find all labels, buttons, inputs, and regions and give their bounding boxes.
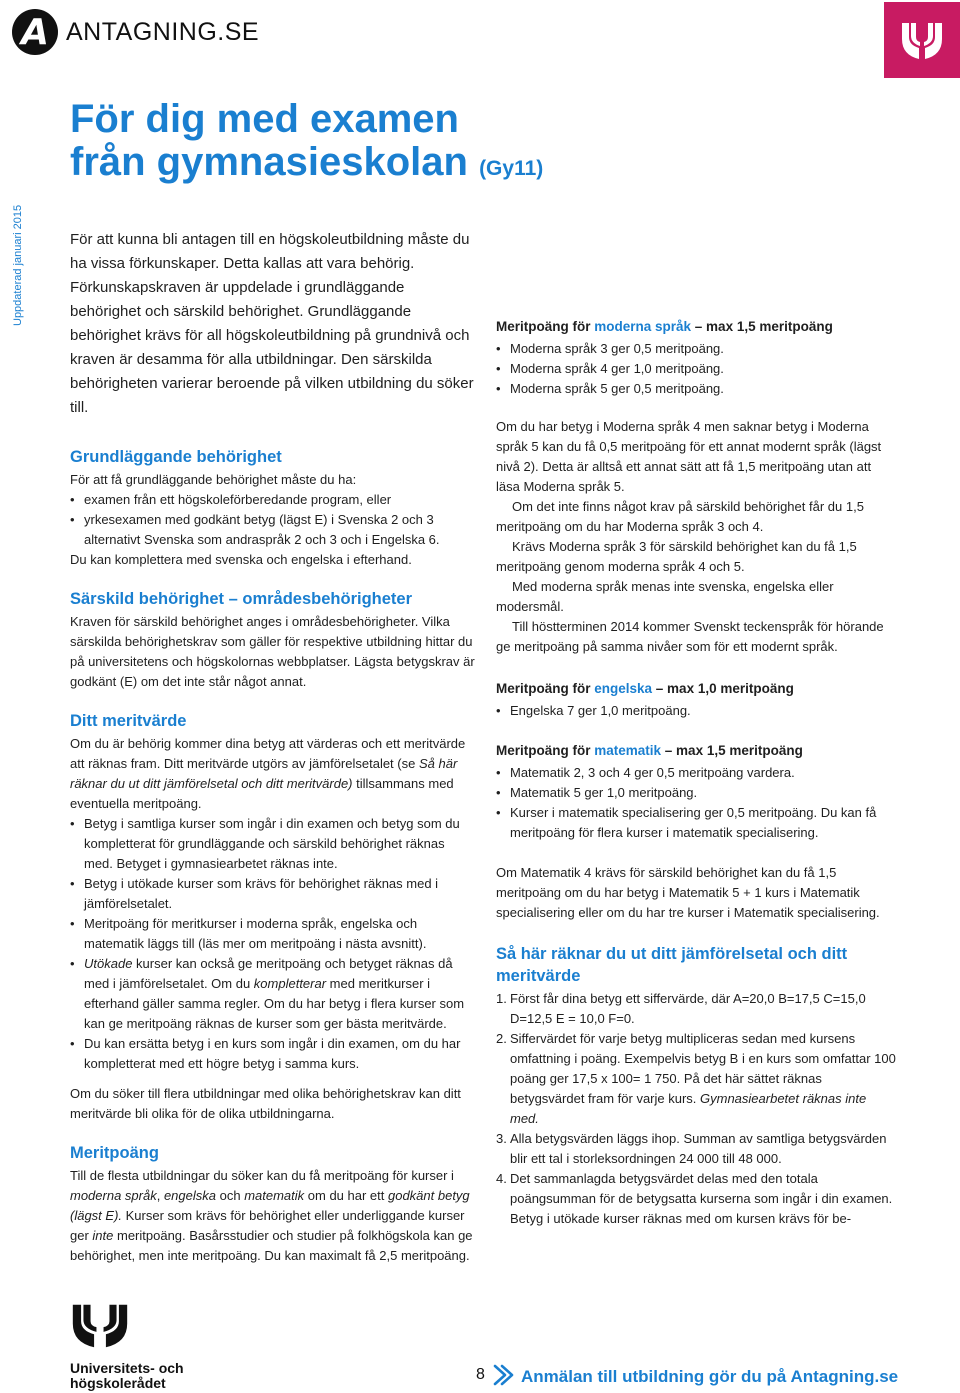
updated-label: Uppdaterad januari 2015: [12, 204, 24, 326]
list-item: • Utökade kurser kan också ge meritpoäng och betyget räknas då med i jämförelsetalet. Om du kompletterar med meritkurser i efterhand gäller samma regler. Om du har betyg i flera kurser som kan ge meritpoäng räknas de kurser som ger bästa meritvärde.: [70, 954, 475, 1034]
logo-text: ANTAGNING.SE: [66, 17, 260, 46]
list-item: • Moderna språk 5 ger 0,5 meritpoäng.: [496, 379, 898, 399]
rakna-heading: Så här räknar du ut ditt jämförelsetal och ditt meritvärde: [496, 945, 848, 985]
list-item: 4. Det sammanlagda betygsvärdet delas med den totala poängsumman för de betygsatta kurserna som ingår i din examen. Betyg i utökade kurser räknas med om kursen krävs för be-: [496, 1171, 893, 1226]
right-column: [496, 229, 898, 1229]
moderna-p3: Krävs Moderna språk 3 för särskild behörighet kan du få 1,5 meritpoäng genom moderna språk 4 och 5.: [496, 539, 857, 574]
list-item: 1. Först får dina betyg ett siffervärde, där A=20,0 B=17,5 C=15,0 D=12,5 E = 10,0 F=0.: [496, 991, 866, 1026]
list-item: • Kurser i matematik specialisering ger 0,5 meritpoäng. Du kan få meritpoäng för flera kurser i matematik specialisering.: [496, 803, 898, 843]
engelska-list: [496, 701, 898, 721]
list-item: 3. Alla betygsvärden läggs ihop. Summan av samtliga betygsvärden blir ett tal i storleksordningen 24 000 till 48 000.: [496, 1131, 887, 1166]
grund-heading: Grundläggande behörighet: [70, 448, 282, 466]
engelska-heading: Meritpoäng för engelska – max 1,0 meritpoäng: [496, 681, 794, 696]
uhr-name: Universitets- och högskolerådet: [70, 1360, 184, 1391]
antagning-logo[interactable]: [12, 8, 259, 56]
list-item: • Moderna språk 3 ger 0,5 meritpoäng.: [496, 339, 898, 359]
page-number: 8: [476, 1366, 485, 1383]
moderna-p2: Om det inte finns något krav på särskild behörighet får du 1,5 meritpoäng om du har Moderna språk 3 och 4.: [496, 499, 864, 534]
title-suffix: (Gy11): [479, 157, 544, 180]
list-item: • yrkesexamen med godkänt betyg (lägst E) i Svenska 2 och 3 alternativt Svenska som andraspråk 2 och 3 och i Engelska 6.: [70, 510, 475, 550]
list-item: • Moderna språk 4 ger 1,0 meritpoäng.: [496, 359, 898, 379]
sarskild-heading: Särskild behörighet – områdesbehörigheter: [70, 590, 413, 608]
grund-list: [70, 490, 475, 550]
antagning-link[interactable]: Anmälan till utbildning gör du på Antagning.se: [521, 1367, 899, 1386]
list-item: • examen från ett högskoleförberedande program, eller: [70, 490, 475, 510]
matematik-list: [496, 763, 898, 843]
rakna-steps: [496, 989, 898, 1229]
moderna-p1: Om du har betyg i Moderna språk 4 men saknar betyg i Moderna språk 5 kan du få 0,5 meritpoäng för ett annat modernt språk (lägst nivå 2). Detta är alltså ett annat sätt att få 1,5 meritpoäng utan att läsa Moderna språk 5.: [496, 419, 882, 494]
list-item: • Du kan ersätta betyg i en kurs som ingår i din examen, om du har kompletterat med ett högre betyg i samma kurs.: [70, 1034, 475, 1074]
list-item: • Meritpoäng för meritkurser i moderna språk, engelska och matematik läggs till (läs mer om meritpoäng i nästa avsnitt).: [70, 914, 475, 954]
list-item: • Engelska 7 ger 1,0 meritpoäng.: [496, 701, 898, 721]
arrow-right-icon: [491, 1363, 515, 1387]
merit-paragraph-2: Om du söker till flera utbildningar med olika behörighetskrav kan ditt meritvärde bli olika för de olika utbildningarna.: [70, 1086, 461, 1121]
meritpoang-paragraph: Till de flesta utbildningar du söker kan du få meritpoäng för kurser i moderna språk, engelska och matematik om du har ett godkänt betyg (lägst E). Kurser som krävs för behörighet eller underliggande kurser ger inte meritpoäng. Basårsstudier och studier på folkhögskola kan ge behörighet, men inte meritpoäng. Du kan maximalt få 2,5 meritpoäng.: [70, 1168, 473, 1263]
logo-mark: A: [12, 9, 58, 55]
left-column: [70, 228, 475, 1266]
meritpoang-heading: Meritpoäng: [70, 1144, 159, 1162]
matematik-heading: Meritpoäng för matematik – max 1,5 meritpoäng: [496, 743, 803, 758]
list-item: • Matematik 5 ger 1,0 meritpoäng.: [496, 783, 898, 803]
list-item: • Matematik 2, 3 och 4 ger 0,5 meritpoäng vardera.: [496, 763, 898, 783]
page-title: [70, 98, 543, 190]
moderna-p5: Till höstterminen 2014 kommer Svenskt teckenspråk för hörande ge meritpoäng på samma nivåer som för ett modernt språk.: [496, 619, 884, 654]
uhr-logo: [70, 1300, 220, 1391]
title-line-1: För dig med examen: [70, 97, 459, 141]
uhr-emblem-icon: [70, 1300, 130, 1352]
list-item: 2. Siffervärdet för varje betyg multipliceras sedan med kursens omfattning i poäng. Exempelvis betyg B i en kurs som omfattar 100 poäng ger 17,5 x 100= 1 750. På det här sättet räknas betygsvärdet fram för varje kurs. Gymnasiearbetet räknas inte med.: [496, 1031, 896, 1126]
merit-paragraph: Om du är behörig kommer dina betyg att värderas och ett meritvärde att räknas fram. Ditt meritvärde utgörs av jämförelsetalet (se Så här räknar du ut ditt jämförelsetal och ditt meritvärde) tillsammans med eventuella meritpoäng.: [70, 736, 466, 811]
merit-list: [70, 814, 475, 1074]
intro-paragraph: För att kunna bli antagen till en högskoleutbildning måste du ha vissa förkunskaper. Detta kallas att vara behörig. Förkunskapskraven är uppdelade i grundläggande behörighet och särskild behörighet. Grundläggande behörighet krävs för all högskoleutbildning på grundnivå och kraven är desamma för alla utbildningar. Den särskilda behörigheten varierar beroende på vilken utbildning du söker till.: [70, 231, 474, 416]
title-line-2: från gymnasieskolan: [70, 140, 468, 184]
list-item: • Betyg i samtliga kurser som ingår i din examen och betyg som du kompletterat för grundläggande och särskild behörighet räknas med. Betyget i gymnasiearbetet räknas inte.: [70, 814, 475, 874]
grund-after: Du kan komplettera med svenska och engelska i efterhand.: [70, 552, 412, 567]
sarskild-paragraph: Kraven för särskild behörighet anges i områdesbehörigheter. Vilka särskilda behörighetskrav som gäller för respektive utbildning hittar du på universitetens och högskolornas webbplatser. Lägsta betygskrav är godkänt (E) om det inte står något annat.: [70, 614, 475, 689]
moderna-list: [496, 339, 898, 399]
moderna-heading: Meritpoäng för moderna språk – max 1,5 meritpoäng: [496, 319, 833, 334]
moderna-p4: Med moderna språk menas inte svenska, engelska eller modersmål.: [496, 579, 834, 614]
grund-lead: För att få grundläggande behörighet måste du ha:: [70, 472, 357, 487]
matematik-paragraph: Om Matematik 4 krävs för särskild behörighet kan du få 1,5 meritpoäng om du har betyg i Matematik 5 + 1 kurs i Matematik specialisering eller om du har tre kurser i Matematik specialisering.: [496, 865, 880, 920]
list-item: • Betyg i utökade kurser som krävs för behörighet räknas med i jämförelsetalet.: [70, 874, 475, 914]
merit-heading: Ditt meritvärde: [70, 712, 187, 730]
book-emblem-icon: [884, 2, 960, 78]
